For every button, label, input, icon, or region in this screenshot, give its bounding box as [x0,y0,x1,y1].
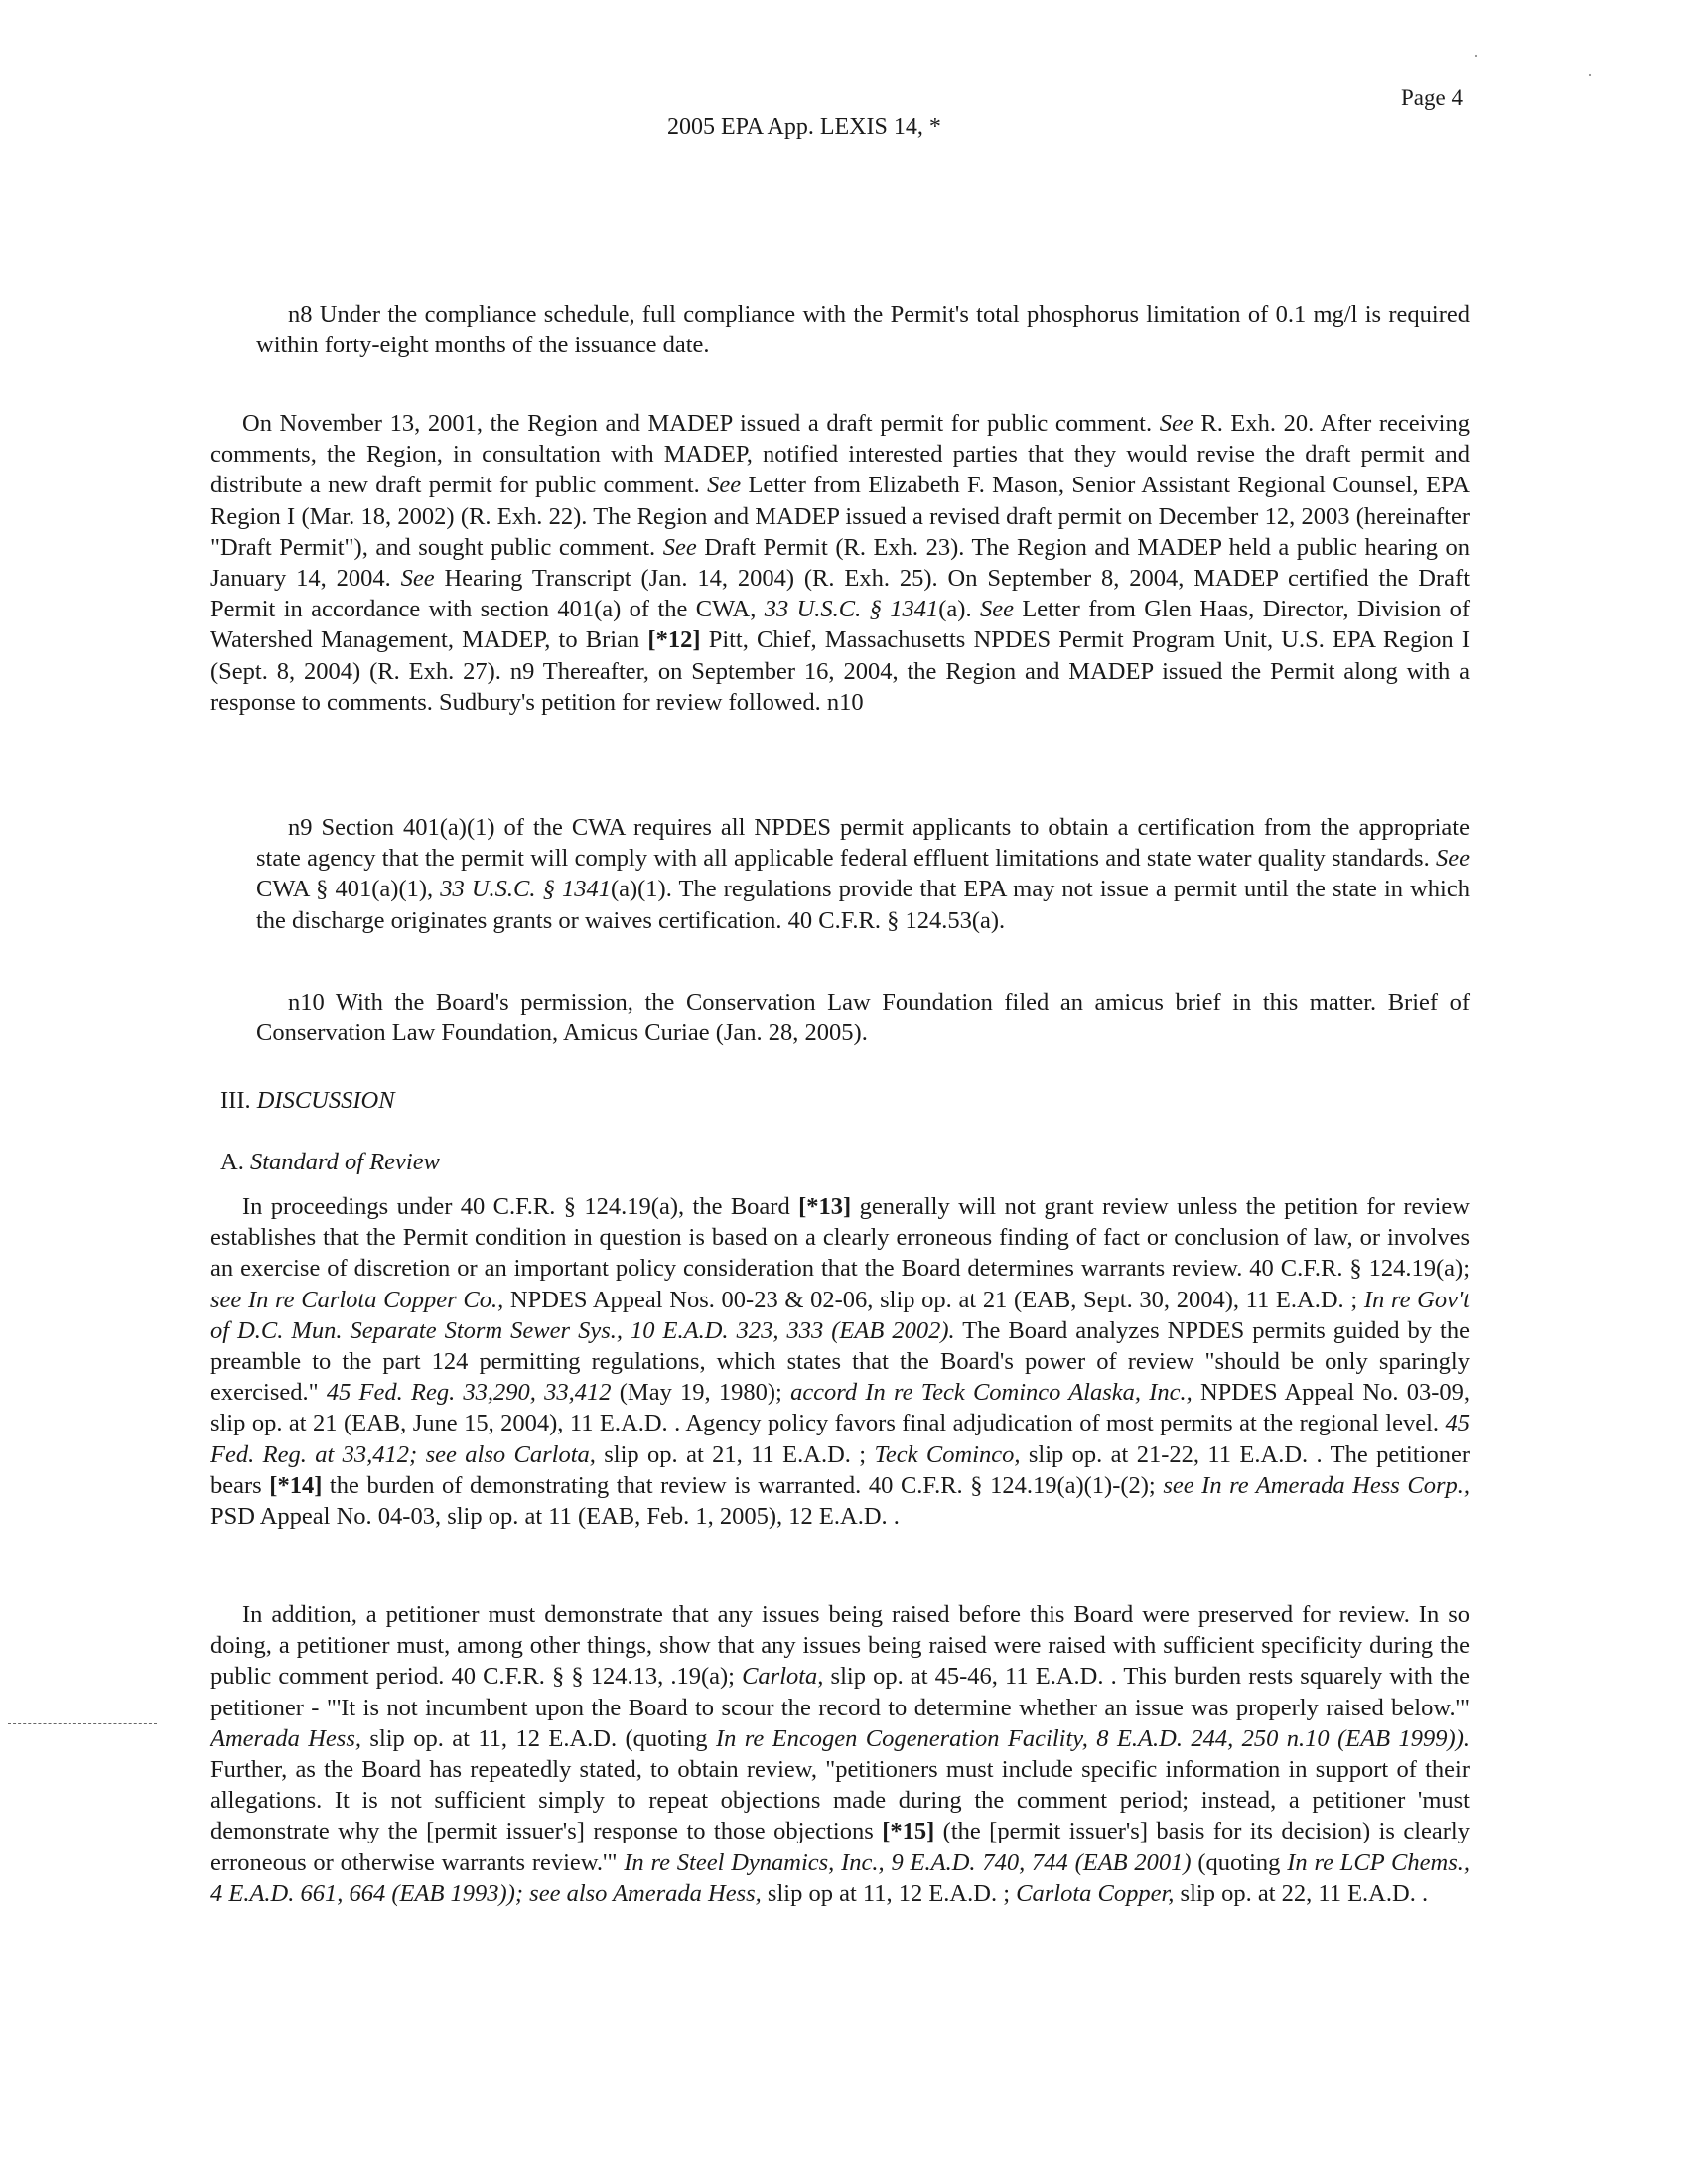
scan-speck: · [1587,66,1593,85]
footnote-n8-text: n8 Under the compliance schedule, full compliance with the Permit's total phosphorus limitation of 0.1 mg/l is required within forty-eight months of the issuance date. [256,301,1470,359]
paragraph-procedural-history [210,408,1470,718]
footnote-n9 [256,812,1470,936]
paragraph-preservation [210,1599,1470,1909]
footnote-n8 [256,299,1470,360]
paragraph-text: In proceedings under 40 C.F.R. § 124.19(a), the Board [*13] generally will not grant review unless the petition for review establishes that the Permit condition in question is based on a clearly erroneous finding of fact or conclusion of law, or involves an exercise of discretion or an important policy consideration that the Board determines warrants review. 40 C.F.R. § 124.19(a); see In re Carlota Copper Co., NPDES Appeal Nos. 00-23 & 02-06, slip op. at 21 (EAB, Sept. 30, 2004), 11 E.A.D. ; In re Gov't of D.C. Mun. Separate Storm Sewer Sys., 10 E.A.D. 323, 333 (EAB 2002). The Board analyzes NPDES permits guided by the preamble to the part 124 permitting regulations, which states that the Board's power of review "should be only sparingly exercised." 45 Fed. Reg. 33,290, 33,412 (May 19, 1980); accord In re Teck Cominco Alaska, Inc., NPDES Appeal No. 03-09, slip op. at 21 (EAB, June 15, 2004), 11 E.A.D. . Agency policy favors final adjudication of most permits at the regional level. 45 Fed. Reg. at 33,412; see also Carlota, slip op. at 21, 11 E.A.D. ; Teck Cominco, slip op. at 21-22, 11 E.A.D. . The petitioner bears [*14] the burden of demonstrating that review is warranted. 40 C.F.R. § 124.19(a)(1)-(2); see In re Amerada Hess Corp., PSD Appeal No. 04-03, slip op. at 11 (EAB, Feb. 1, 2005), 12 E.A.D. . [210,1193,1471,1531]
star-page-15: [*15] [882,1818,935,1845]
paragraph-standard-of-review [210,1191,1470,1532]
footnote-n9-text: n9 Section 401(a)(1) of the CWA requires all NPDES permit applicants to obtain a certification from the appropriate state agency that the permit will comply with all applicable federal effluent limitations and state water quality standards. See CWA § 401(a)(1), 33 U.S.C. § 1341(a)(1). The regulations provide that EPA may not issue a permit until the state in which the discharge originates grants or waives certification. 40 C.F.R. § 124.53(a). [256,814,1470,934]
running-head: 2005 EPA App. LEXIS 14, * [667,114,941,140]
paragraph-text: On November 13, 2001, the Region and MADEP issued a draft permit for public comment. See R. Exh. 20. After receiving comments, the Region, in consultation with MADEP, notified interested parties that they would revise the draft permit and distribute a new draft permit for public comment. See Letter from Elizabeth F. Mason, Senior Assistant Regional Counsel, EPA Region I (Mar. 18, 2002) (R. Exh. 22). The Region and MADEP issued a revised draft permit on December 12, 2003 (hereinafter "Draft Permit"), and sought public comment. See Draft Permit (R. Exh. 23). The Region and MADEP held a public hearing on January 14, 2004. See Hearing Transcript (Jan. 14, 2004) (R. Exh. 25). On September 8, 2004, MADEP certified the Draft Permit in accordance with section 401(a) of the CWA, 33 U.S.C. § 1341(a). See Letter from Glen Haas, Director, Division of Watershed Management, MADEP, to Brian [*12] Pitt, Chief, Massachusetts NPDES Permit Program Unit, U.S. EPA Region I (Sept. 8, 2004) (R. Exh. 27). n9 Thereafter, on September 16, 2004, the Region and MADEP issued the Permit along with a response to comments. Sudbury's petition for review followed. n10 [210,410,1471,716]
star-page-13: [*13] [798,1193,852,1220]
star-page-12: [*12] [647,626,701,654]
section-heading: III. DISCUSSION [220,1087,395,1114]
footnote-n10 [256,987,1470,1048]
paragraph-text: In addition, a petitioner must demonstrate that any issues being raised before this Board were preserved for review. In so doing, a petitioner must, among other things, show that any issues being raised were raised with sufficient specificity during the public comment period. 40 C.F.R. § § 124.13, .19(a); Carlota, slip op. at 45-46, 11 E.A.D. . This burden rests squarely with the petitioner - "'It is not incumbent upon the Board to scour the record to determine whether an issue was properly raised below.'" Amerada Hess, slip op. at 11, 12 E.A.D. (quoting In re Encogen Cogeneration Facility, 8 E.A.D. 244, 250 n.10 (EAB 1999)). Further, as the Board has repeatedly stated, to obtain review, "petitioners must include specific information in support of their allegations. It is not sufficient simply to repeat objections made during the comment period; instead, a petitioner 'must demonstrate why the [permit issuer's] response to those objections [*15] (the [permit issuer's] basis for its decision) is clearly erroneous or otherwise warrants review.'" In re Steel Dynamics, Inc., 9 E.A.D. 740, 744 (EAB 2001) (quoting In re LCP Chems., 4 E.A.D. 661, 664 (EAB 1993)); see also Amerada Hess, slip op at 11, 12 E.A.D. ; Carlota Copper, slip op. at 22, 11 E.A.D. . [210,1601,1470,1907]
footnote-n10-text: n10 With the Board's permission, the Conservation Law Foundation filed an amicus brief in this matter. Brief of Conservation Law Foundation, Amicus Curiae (Jan. 28, 2005). [256,989,1470,1047]
subheading: A. Standard of Review [220,1149,440,1175]
page-number: Page 4 [1401,85,1463,110]
star-page-14: [*14] [269,1471,323,1499]
margin-mark [8,1723,157,1724]
scan-speck: · [1474,46,1479,66]
